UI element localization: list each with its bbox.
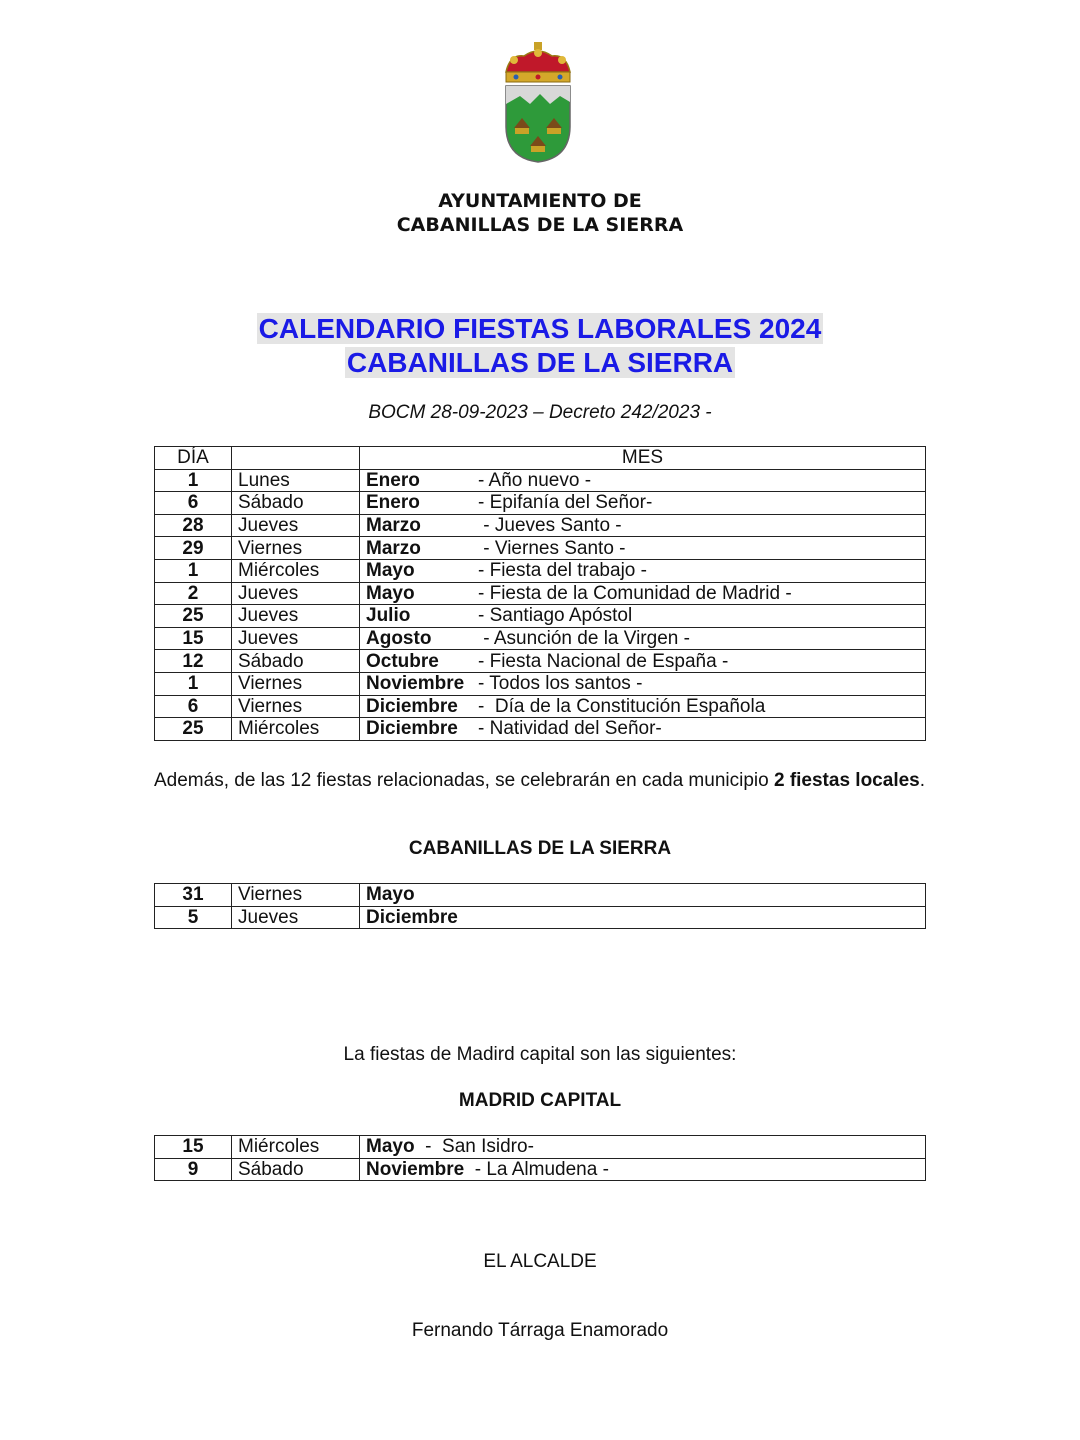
month-cell [360, 650, 926, 673]
column-header-day: DÍA [155, 447, 232, 470]
month-name: Enero [366, 492, 420, 514]
month-cell [360, 469, 926, 492]
weekday-cell: Jueves [232, 906, 360, 929]
table-row [155, 492, 926, 515]
column-header-weekday [232, 447, 360, 470]
table-row [155, 537, 926, 560]
weekday-cell: Miércoles [232, 559, 360, 582]
table-row [155, 469, 926, 492]
holiday-description: - Fiesta del trabajo - [478, 560, 647, 582]
holiday-description: - Asunción de la Virgen - [478, 628, 690, 650]
weekday-cell: Miércoles [232, 718, 360, 741]
table-row [155, 650, 926, 673]
month-name: Mayo [366, 1136, 415, 1158]
month-name: Marzo [366, 537, 421, 559]
day-cell: 1 [155, 672, 232, 695]
holiday-description: - Todos los santos - [478, 673, 643, 695]
table-row [155, 514, 926, 537]
month-cell [360, 718, 926, 741]
month-cell [360, 906, 926, 929]
table-header-row [155, 447, 926, 470]
weekday-cell: Lunes [232, 469, 360, 492]
day-cell: 1 [155, 559, 232, 582]
table-row [155, 884, 926, 907]
table-row [155, 605, 926, 628]
holiday-description: - Año nuevo - [478, 469, 592, 491]
holiday-description: - Viernes Santo - [478, 537, 626, 559]
signatory-role: EL ALCALDE [483, 1251, 597, 1272]
month-name: Enero [366, 469, 420, 491]
day-cell: 12 [155, 650, 232, 673]
month-name: Diciembre [366, 906, 458, 928]
table-row [155, 1136, 926, 1159]
month-name: Mayo [366, 560, 415, 582]
month-name: Noviembre [366, 1158, 465, 1180]
weekday-cell: Jueves [232, 514, 360, 537]
weekday-cell: Jueves [232, 605, 360, 628]
month-cell [360, 559, 926, 582]
local-holidays-note: Además, de las 12 fiestas relacionadas, se celebrarán en cada municipio 2 fiestas locales. [154, 770, 926, 791]
day-cell: 28 [155, 514, 232, 537]
table-row [155, 627, 926, 650]
holiday-description: - Santiago Apóstol [478, 605, 633, 627]
month-cell [360, 627, 926, 650]
weekday-cell: Miércoles [232, 1136, 360, 1159]
day-cell: 15 [155, 1136, 232, 1159]
table-row [155, 718, 926, 741]
month-name: Julio [366, 605, 411, 627]
holiday-description: - Epifanía del Señor- [478, 492, 653, 514]
month-name: Mayo [366, 884, 415, 906]
day-cell: 5 [155, 906, 232, 929]
month-name: Octubre [366, 650, 439, 672]
holiday-description: - Jueves Santo - [478, 515, 622, 537]
local-holidays-heading: CABANILLAS DE LA SIERRA [408, 838, 672, 859]
table-row [155, 559, 926, 582]
weekday-cell: Viernes [232, 695, 360, 718]
table-row [155, 1158, 926, 1181]
month-cell [360, 672, 926, 695]
document-title-line2: CABANILLAS DE LA SIERRA [346, 347, 734, 378]
table-row [155, 582, 926, 605]
table-row [155, 906, 926, 929]
day-cell: 1 [155, 469, 232, 492]
local-holidays-table [154, 883, 926, 929]
day-cell: 2 [155, 582, 232, 605]
month-cell [360, 605, 926, 628]
month-cell [360, 582, 926, 605]
holiday-description: - Fiesta de la Comunidad de Madrid - [478, 582, 792, 604]
weekday-cell: Jueves [232, 582, 360, 605]
day-cell: 6 [155, 492, 232, 515]
bocm-reference: BOCM 28-09-2023 – Decreto 242/2023 - [368, 402, 712, 423]
weekday-cell: Sábado [232, 650, 360, 673]
day-cell: 15 [155, 627, 232, 650]
month-name: Diciembre [366, 718, 458, 740]
month-name: Diciembre [366, 695, 458, 717]
month-cell [360, 884, 926, 907]
month-name: Noviembre [366, 673, 465, 695]
holiday-table [154, 446, 926, 741]
table-row [155, 695, 926, 718]
month-cell [360, 1136, 926, 1159]
holiday-description: - San Isidro- [414, 1136, 534, 1158]
weekday-cell: Jueves [232, 627, 360, 650]
holiday-description: - Natividad del Señor- [478, 718, 662, 740]
day-cell: 25 [155, 718, 232, 741]
weekday-cell: Viernes [232, 884, 360, 907]
org-name-line1: AYUNTAMIENTO DE [438, 190, 642, 212]
day-cell: 6 [155, 695, 232, 718]
coat-of-arms-icon [500, 42, 576, 164]
holiday-description: - La Almudena - [464, 1158, 609, 1180]
signatory-name: Fernando Tárraga Enamorado [411, 1320, 669, 1341]
month-cell [360, 695, 926, 718]
document-title-line1: CALENDARIO FIESTAS LABORALES 2024 [258, 313, 822, 344]
day-cell: 9 [155, 1158, 232, 1181]
weekday-cell: Sábado [232, 1158, 360, 1181]
table-row [155, 672, 926, 695]
org-name-line2: CABANILLAS DE LA SIERRA [396, 214, 684, 236]
month-name: Marzo [366, 515, 421, 537]
weekday-cell: Sábado [232, 492, 360, 515]
month-cell [360, 492, 926, 515]
weekday-cell: Viernes [232, 537, 360, 560]
madrid-holidays-table [154, 1135, 926, 1181]
holiday-description: - Día de la Constitución Española [478, 695, 766, 717]
month-cell [360, 1158, 926, 1181]
column-header-month: MES [360, 447, 926, 470]
madrid-intro-text: La fiestas de Madird capital son las siguientes: [343, 1044, 737, 1065]
day-cell: 25 [155, 605, 232, 628]
holiday-description: - Fiesta Nacional de España - [478, 650, 729, 672]
month-name: Mayo [366, 582, 415, 604]
day-cell: 29 [155, 537, 232, 560]
weekday-cell: Viernes [232, 672, 360, 695]
month-name: Agosto [366, 628, 432, 650]
day-cell: 31 [155, 884, 232, 907]
month-cell [360, 537, 926, 560]
madrid-holidays-heading: MADRID CAPITAL [458, 1090, 622, 1111]
month-cell [360, 514, 926, 537]
